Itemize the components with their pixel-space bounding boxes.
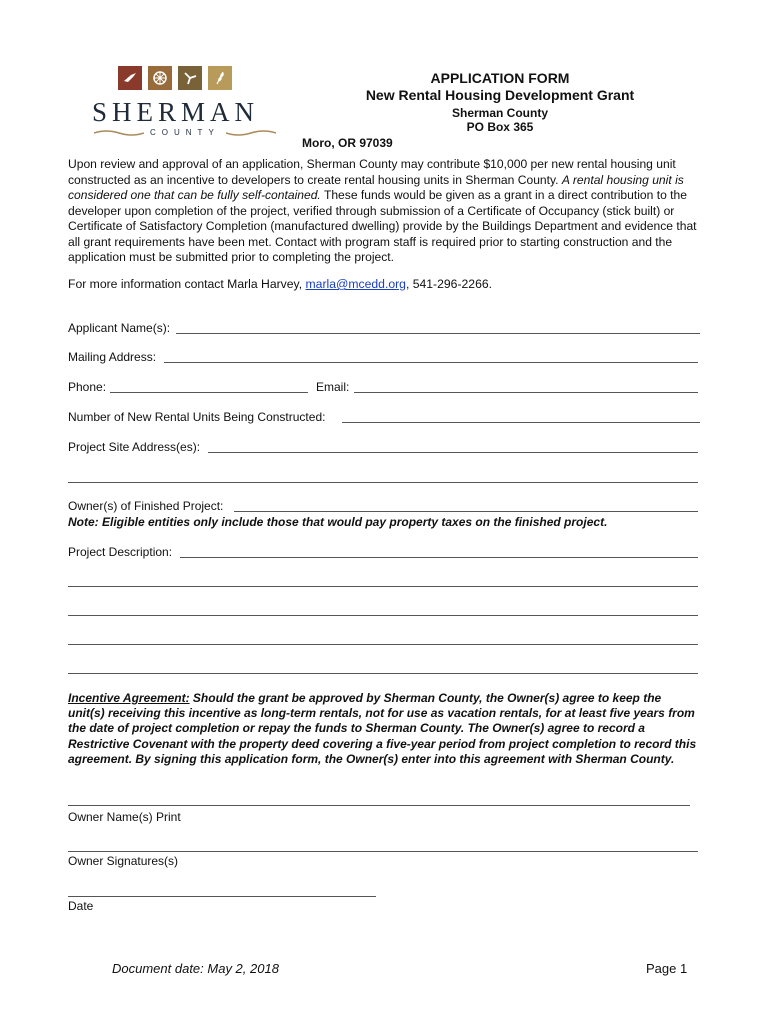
- bird-icon: [118, 66, 142, 90]
- owner-print-line[interactable]: [68, 805, 690, 806]
- date-label: Date: [68, 899, 94, 913]
- description-field[interactable]: [180, 557, 698, 558]
- owner-print-label: Owner Name(s) Print: [68, 810, 181, 824]
- owner-signature-line[interactable]: [68, 851, 698, 852]
- phone-field[interactable]: [110, 392, 308, 393]
- units-field[interactable]: [342, 422, 700, 423]
- description-line-3[interactable]: [68, 615, 698, 616]
- mailing-field[interactable]: [164, 362, 698, 363]
- sherman-county-logo: [92, 66, 292, 158]
- phone-label: Phone:: [68, 380, 107, 394]
- intro-text-1: Upon review and approval of an application, Sherman County may contribute $10,000 per new rental housing unit constructed as an incentive to developers to create rental housing units in Sherman County.: [68, 157, 676, 187]
- email-label: Email:: [316, 380, 350, 394]
- document-date: Document date: May 2, 2018: [112, 961, 279, 976]
- intro-paragraph: [68, 157, 700, 266]
- description-line-2[interactable]: [68, 586, 698, 587]
- form-subtitle: New Rental Housing Development Grant: [365, 87, 635, 103]
- contact-prefix: For more information contact Marla Harvey,: [68, 277, 306, 291]
- city-zip: Moro, OR 97039: [302, 136, 393, 150]
- logo-brand-name: SHERMAN: [92, 97, 260, 127]
- date-line[interactable]: [68, 896, 376, 897]
- site-field-line-2[interactable]: [68, 482, 698, 483]
- org-name: Sherman County: [451, 106, 548, 120]
- incentive-text: Should the grant be approved by Sherman County, the Owner(s) agree to keep the unit(s) receiving this incentive as long-term rentals, not for use as vacation rentals, for at least five years from the date of project completion or repay the funds to Sherman County. The Owner(s) agree to record a Restrictive Covenant with the property deed covering a five-year period from project completion to record this agreement. By signing this application form, the Owner(s) enter into this agreement with Sherman County.: [68, 691, 697, 766]
- description-label: Project Description:: [68, 545, 173, 559]
- intro-text-2: These funds would be given as a grant in a direct contribution to the developer upon completion of the project, verified through submission of a Certificate of Occupancy (stick built) or Certificate of Satisfactory Completion (manufactured dwelling) provide by the Buildings Department and evidence that all grant requirements have been met. Contact with program staff is required prior to starting construction and the application must be submitted prior to completing the project.: [68, 188, 697, 264]
- logo-swirl-left: [94, 129, 144, 137]
- email-field[interactable]: [354, 392, 698, 393]
- intro-text-italic: A rental housing unit is considered one that can be fully self-contained.: [68, 172, 684, 202]
- contact-email-link[interactable]: marla@mcedd.org: [305, 277, 406, 291]
- description-line-4[interactable]: [68, 644, 698, 645]
- wagon-wheel-icon: [148, 66, 172, 90]
- description-line-5[interactable]: [68, 673, 698, 674]
- po-box: PO Box 365: [466, 120, 534, 134]
- incentive-agreement: [68, 691, 698, 767]
- logo-county-label: COUNTY: [150, 128, 220, 137]
- site-label: Project Site Address(es):: [68, 440, 201, 454]
- owners-label: Owner(s) of Finished Project:: [68, 499, 224, 513]
- owners-field[interactable]: [234, 511, 698, 512]
- page-number: Page 1: [646, 961, 688, 976]
- windmill-icon: [178, 66, 202, 90]
- mailing-label: Mailing Address:: [68, 350, 157, 364]
- wheat-icon: [208, 66, 232, 90]
- applicant-label: Applicant Name(s):: [68, 321, 171, 335]
- eligibility-note: Note: Eligible entities only include those that would pay property taxes on the finished project.: [68, 515, 608, 529]
- units-label: Number of New Rental Units Being Constructed:: [68, 410, 326, 424]
- form-title: APPLICATION FORM: [430, 70, 570, 86]
- logo-swirl-right: [226, 129, 276, 137]
- contact-line: [68, 277, 492, 291]
- contact-suffix: , 541-296-2266.: [405, 277, 493, 291]
- incentive-heading: Incentive Agreement:: [68, 691, 190, 705]
- site-field[interactable]: [208, 452, 698, 453]
- owner-signature-label: Owner Signatures(s): [68, 854, 179, 868]
- applicant-field[interactable]: [176, 333, 700, 334]
